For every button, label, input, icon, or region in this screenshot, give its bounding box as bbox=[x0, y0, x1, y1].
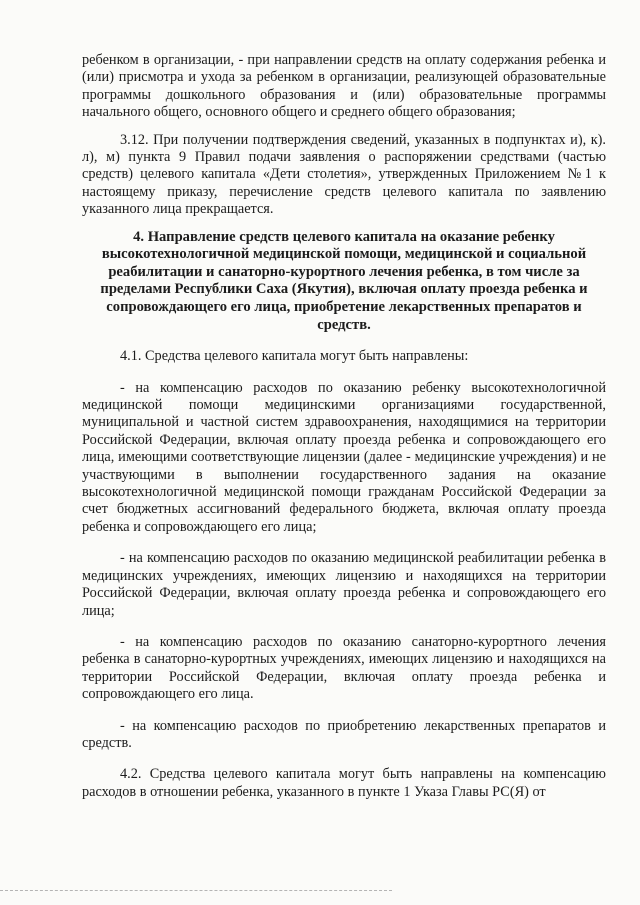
paragraph-3-12: 3.12. При получении подтверждения сведений, указанных в подпунктах и), к). л), м) пункта 9 Правил подачи заявления о распоряжении средствами (частью средств) целевого капитала «Дети столетия», утвержденных Приложением №1 к настоящему приказу, перечисление средств целевого капитала по заявлению указанного лица прекращается. bbox=[82, 131, 606, 218]
paragraph-sanatorium: - на компенсацию расходов по оказанию санаторно-курортного лечения ребенка в санаторно-курортных учреждениях, имеющих лицензию и находящихся на территории Российской Федерации, включая оплату проезда ребенка и сопровождающего его лица. bbox=[82, 633, 606, 703]
paragraph-4-1: 4.1. Средства целевого капитала могут быть направлены: bbox=[120, 348, 469, 365]
section-4-heading: 4. Направление средств целевого капитала на оказание ребенку высокотехнологичной медицинской помощи, медицинской и социальной реабилитации и санаторно-курортного лечения ребенка, в том числе за пределами Республики Саха (Якутия), включая оплату проезда ребенка и сопровождающего его лица, приобретение лекарственных препаратов и средств. bbox=[100, 228, 588, 333]
paragraph-medicines: - на компенсацию расходов по приобретению лекарственных препаратов и средств. bbox=[82, 717, 606, 751]
paragraph-education-costs: ребенком в организации, - при направлении средств на оплату содержания ребенка и (или) присмотра и ухода за ребенком в организации, реализующей образовательные программы дошкольного образования и (или) образовательные программы начального общего, основного общего и среднего общего образования; bbox=[82, 52, 606, 121]
document-page bbox=[82, 52, 606, 801]
paragraph-high-tech-care: - на компенсацию расходов по оказанию ребенку высокотехнологичной медицинской помощи медицинскими организациями государственной, муниципальной и частной систем здравоохранения, находящимися на территории Российской Федерации, включая оплату проезда ребенка и сопровождающего его лица, имеющими соответствующие лицензии (далее - медицинские учреждения) и не участвующими в выполнении государственного задания на оказание высокотехнологичной медицинской помощи гражданам Российской Федерации за счет бюджетных ассигнований федерального бюджета, включая оплату проезда ребенка и сопровождающего его лица; bbox=[82, 379, 606, 535]
paragraph-medical-rehab: - на компенсацию расходов по оказанию медицинской реабилитации ребенка в медицинских учреждениях, имеющих лицензию и находящихся на территории Российской Федерации, включая оплату проезда ребенка и сопровождающего его лица; bbox=[82, 550, 606, 619]
page-bottom-rule bbox=[0, 890, 392, 891]
paragraph-4-2: 4.2. Средства целевого капитала могут быть направлены на компенсацию расходов в отношении ребенка, указанного в пункте 1 Указа Главы РС(Я) от bbox=[82, 766, 606, 800]
